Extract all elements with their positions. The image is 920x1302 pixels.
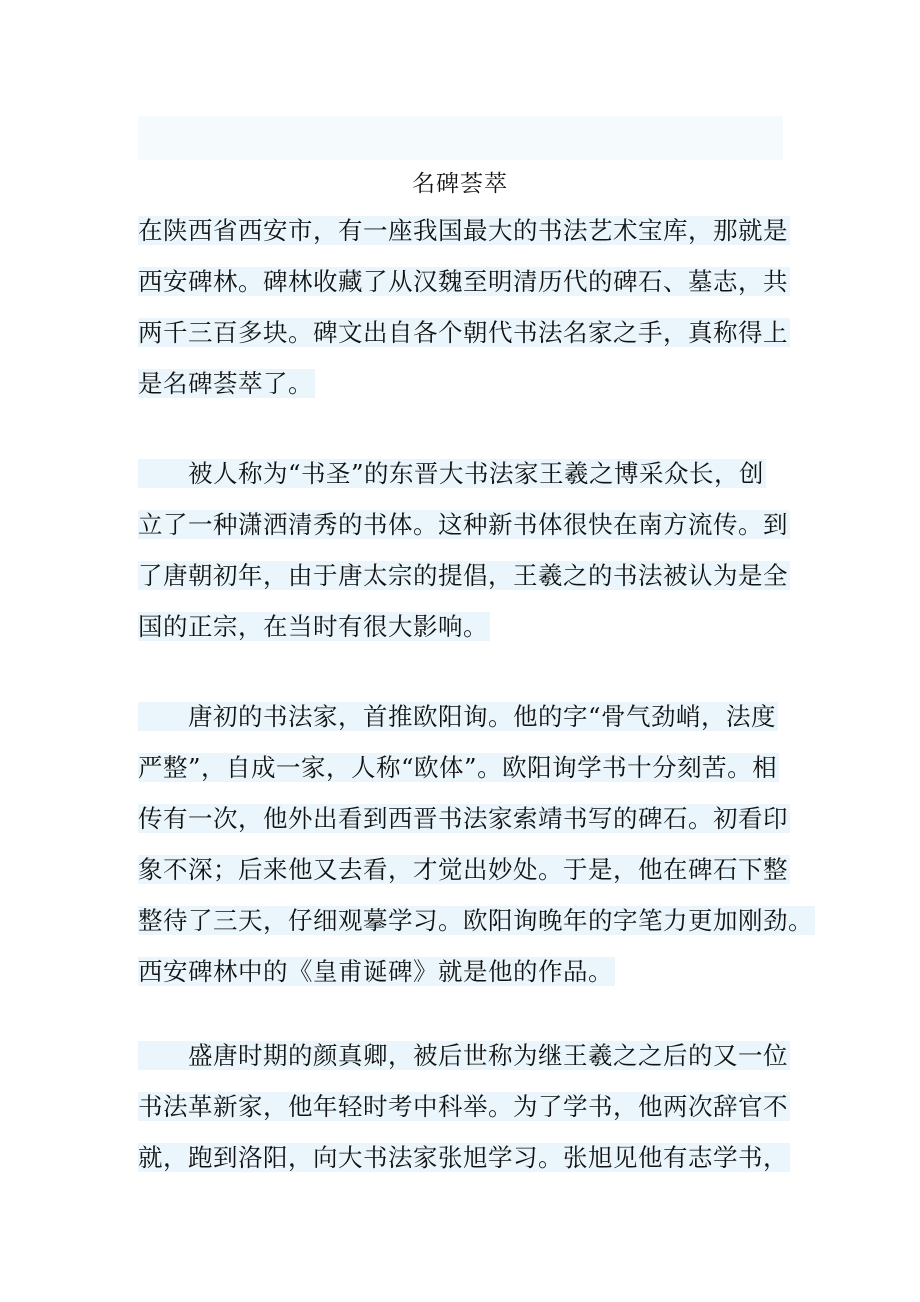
paragraph-line: 唐初的书法家，首推欧阳询。他的字“骨气劲峭，法度 — [138, 691, 783, 742]
paragraph-line: 了唐朝初年，由于唐太宗的提倡，王羲之的书法被认为是全 — [138, 561, 788, 590]
paragraph-line: 国的正宗，在当时有很大影响。 — [138, 612, 488, 641]
paragraph-line: 西安碑林。碑林收藏了从汉魏至明清历代的碑石、墓志，共 — [138, 267, 788, 296]
paragraph-1 — [138, 205, 788, 409]
paragraph-line: 严整”，自成一家，人称“欧体”。欧阳询学书十分刻苦。相 — [138, 753, 778, 782]
page-title: 名碑荟萃 — [412, 171, 508, 197]
paragraph-line: 象不深；后来他又去看，才觉出妙处。于是，他在碑石下整 — [138, 855, 788, 884]
paragraph-line: 书法革新家，他年轻时考中科举。为了学书，他两次辞官不 — [138, 1092, 788, 1121]
paragraph-line: 立了一种潇洒清秀的书体。这种新书体很快在南方流传。到 — [138, 510, 788, 539]
paragraph-3 — [138, 691, 813, 997]
paragraph-line: 整待了三天，仔细观摹学习。欧阳询晚年的字笔力更加刚劲。 — [138, 906, 813, 935]
paragraph-line: 是名碑荟萃了。 — [138, 369, 313, 398]
paragraph-line: 被人称为“书圣”的东晋大书法家王羲之博采众长，创 — [138, 448, 783, 499]
header-band — [138, 116, 783, 160]
paragraph-4 — [138, 1030, 788, 1183]
paragraph-line: 西安碑林中的《皇甫诞碑》就是他的作品。 — [138, 957, 613, 986]
paragraph-line: 盛唐时期的颜真卿，被后世称为继王羲之之后的又一位 — [138, 1030, 783, 1081]
paragraph-line: 两千三百多块。碑文出自各个朝代书法名家之手，真称得上 — [138, 318, 788, 347]
paragraph-line: 传有一次，他外出看到西晋书法家索靖书写的碑石。初看印 — [138, 804, 788, 833]
paragraph-2 — [138, 448, 788, 652]
paragraph-line: 在陕西省西安市，有一座我国最大的书法艺术宝库，那就是 — [138, 216, 788, 245]
paragraph-line: 就，跑到洛阳，向大书法家张旭学习。张旭见他有志学书， — [138, 1143, 788, 1172]
